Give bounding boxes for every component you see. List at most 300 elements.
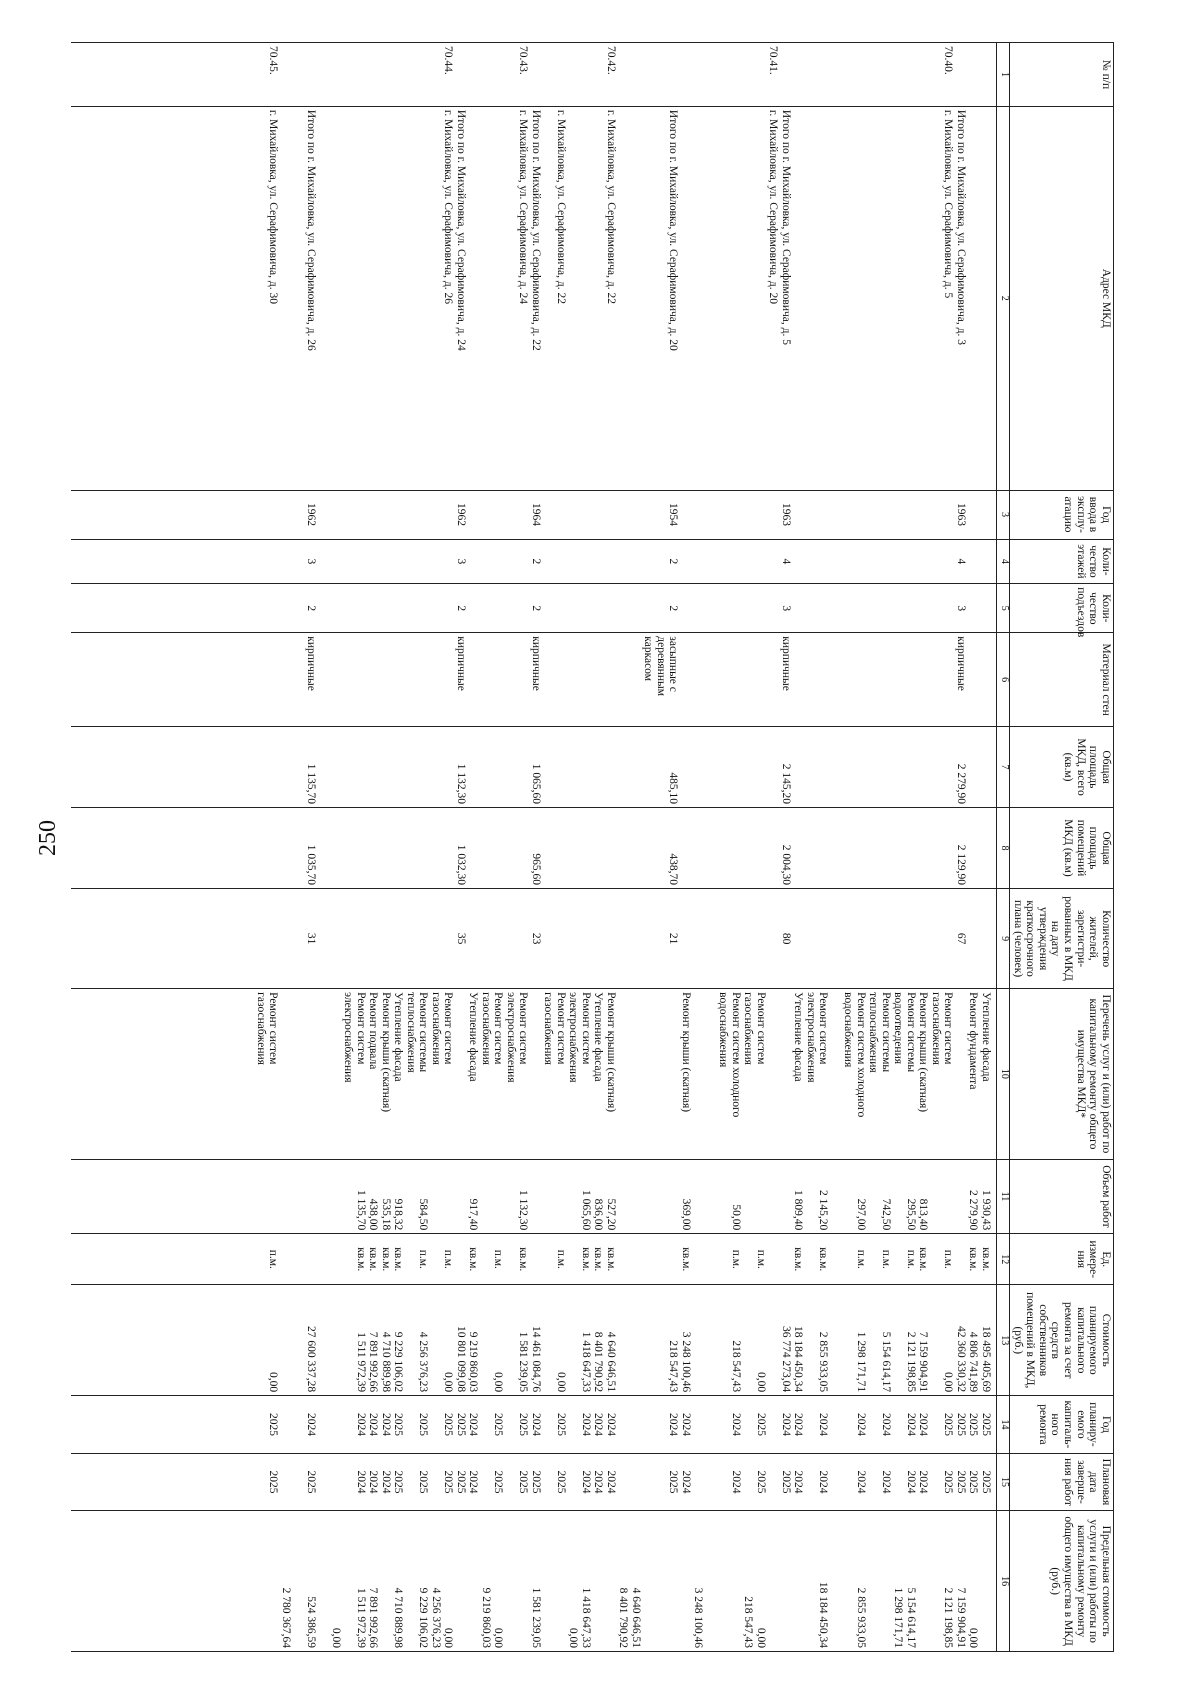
- cell-line-3-col-15: 2025: [942, 1470, 955, 1494]
- cell-line-54-col-2: Итого по г. Михайловка, ул. Серафимовича, д. 26: [304, 109, 317, 351]
- cell-line-47-col-10: Утепление фасада: [392, 992, 405, 1082]
- cell-line-1-col-13: 4 806 741,89: [967, 1331, 980, 1393]
- cell-line-41-col-11: 917,40: [467, 1198, 480, 1231]
- cell-line-30-col-15: 2024: [604, 1470, 617, 1494]
- cell-line-3-col-10: Ремонт систем: [942, 992, 955, 1065]
- cell-line-5-col-14: 2024: [917, 1412, 930, 1436]
- cell-line-36-col-9: 23: [529, 932, 542, 945]
- cell-line-8-col-11: 742,50: [879, 1198, 892, 1231]
- cell-line-27-col-6: каркасом: [642, 636, 655, 681]
- cell-line-6-col-15: 2024: [904, 1470, 917, 1494]
- cell-line-8-col-13: 5 154 614,17: [879, 1331, 892, 1393]
- cell-line-42-col-3: 1962: [454, 503, 467, 527]
- cell-line-16-col-7: 2 145,20: [779, 763, 792, 805]
- cell-line-6-col-13: 2 121 198,85: [904, 1331, 917, 1393]
- cell-line-13-col-14: 2024: [817, 1412, 830, 1436]
- cell-line-45-col-12: п.м.: [417, 1249, 430, 1269]
- cell-line-36-col-2: Итого по г. Михайловка, ул. Серафимовича, д. 22: [529, 109, 542, 351]
- cell-line-34-col-15: 2025: [554, 1470, 567, 1494]
- cell-line-7-col-10: водоотведения: [892, 992, 905, 1065]
- cell-line-5-col-10: Ремонт крыши (скатная): [917, 992, 930, 1113]
- cell-line-39-col-15: 2025: [492, 1470, 505, 1494]
- column-header-7: Общая площадь МКД, всего (кв.м): [1009, 727, 1113, 808]
- cell-line-48-col-10: Ремонт крыши (скатная): [379, 992, 392, 1113]
- cell-line-19-col-16: 218 547,43: [742, 1596, 755, 1648]
- cell-line-20-col-13: 218 547,43: [729, 1340, 742, 1393]
- cell-line-42-col-13: 10 801 099,08: [454, 1326, 467, 1393]
- cell-line-49-col-15: 2024: [367, 1470, 380, 1494]
- column-number-8: 8: [996, 808, 1009, 889]
- cell-line-31-col-10: Утепление фасада: [592, 992, 605, 1082]
- cell-line-16-col-8: 2 004,30: [779, 844, 792, 885]
- cell-line-50-col-15: 2024: [354, 1470, 367, 1494]
- cell-line-39-col-13: 0,00: [492, 1372, 505, 1393]
- cell-line-18-col-13: 0,00: [754, 1372, 767, 1393]
- column-header-5: Коли-чество подъездов: [1009, 584, 1113, 633]
- cell-line-2-col-5: 3: [954, 605, 967, 612]
- cell-line-41-col-13: 9 219 860,03: [467, 1331, 480, 1393]
- cell-line-36-col-6: кирпичные: [529, 636, 542, 691]
- cell-line-2-col-6: кирпичные: [954, 636, 967, 691]
- header-row: [1009, 43, 1113, 1652]
- column-9-values: [71, 889, 997, 989]
- column-4-values: [71, 539, 997, 584]
- cell-line-43-col-10: Ремонт систем: [442, 992, 455, 1065]
- cell-line-50-col-12: кв.м.: [354, 1247, 367, 1272]
- cell-line-32-col-14: 2024: [579, 1412, 592, 1436]
- capital-repair-table: [71, 42, 1114, 1652]
- cell-line-16-col-13: 36 774 273,04: [779, 1326, 792, 1393]
- cell-line-16-col-9: 80: [779, 932, 792, 945]
- cell-line-34-col-13: 0,00: [554, 1372, 567, 1393]
- column-header-10: Перечень услуг и (или) работ по капитальному ремонту общего имущества МКД*: [1009, 989, 1113, 1159]
- cell-line-47-col-12: кв.м.: [392, 1247, 405, 1272]
- cell-line-2-col-2: Итого по г. Михайловка, ул. Серафимовича, д. 3: [954, 109, 967, 345]
- column-number-2: 2: [996, 106, 1009, 490]
- cell-line-32-col-15: 2024: [579, 1470, 592, 1494]
- cell-line-35-col-10: газоснабжения: [542, 992, 555, 1065]
- cell-line-37-col-15: 2025: [517, 1470, 530, 1494]
- cell-line-0-col-15: 2025: [979, 1470, 992, 1494]
- column-number-14: 14: [996, 1396, 1009, 1454]
- cell-line-40-col-10: газоснабжения: [479, 992, 492, 1065]
- cell-line-6-col-14: 2024: [904, 1412, 917, 1436]
- cell-line-32-col-12: кв.м.: [579, 1247, 592, 1272]
- cell-line-20-col-11: 50,00: [729, 1204, 742, 1231]
- cell-line-39-col-10: Ремонт систем: [492, 992, 505, 1065]
- column-header-9: Количество жителей, зарегистри-рованных в МКД на дату утверждения краткосрочного плана (человек): [1009, 889, 1113, 989]
- cell-line-15-col-12: кв.м.: [792, 1247, 805, 1272]
- cell-line-43-col-2: г. Михайловка, ул. Серафимовича, д. 26: [442, 109, 455, 304]
- column-header-1: № п/п: [1009, 43, 1113, 107]
- cell-line-24-col-14: 2024: [679, 1412, 692, 1436]
- rotated-table-wrapper: [80, 42, 1114, 1652]
- cell-line-42-col-7: 1 132,30: [454, 763, 467, 805]
- cell-line-44-col-10: газоснабжения: [429, 992, 442, 1065]
- cell-line-17-col-1: 70.41.: [767, 46, 780, 75]
- cell-line-13-col-11: 2 145,20: [817, 1189, 830, 1231]
- column-number-12: 12: [996, 1234, 1009, 1285]
- cell-line-43-col-16: 0,00: [442, 1627, 455, 1648]
- cell-line-24-col-13: 3 248 100,46: [679, 1331, 692, 1393]
- cell-line-50-col-11: 1 135,70: [354, 1189, 367, 1231]
- cell-line-47-col-11: 918,32: [392, 1198, 405, 1231]
- cell-line-10-col-14: 2024: [854, 1412, 867, 1436]
- cell-line-49-col-12: кв.м.: [367, 1247, 380, 1272]
- cell-line-16-col-4: 4: [779, 558, 792, 565]
- cell-line-20-col-10: Ремонт систем холодного: [729, 992, 742, 1118]
- cell-line-15-col-10: Утепление фасада: [792, 992, 805, 1082]
- column-header-15: Плановая дата заверше-ния работ: [1009, 1453, 1113, 1511]
- cell-line-6-col-16: 5 154 614,17: [904, 1587, 917, 1648]
- cell-line-50-col-16: 1 511 972,39: [354, 1588, 367, 1648]
- cell-line-5-col-13: 7 159 904,91: [917, 1331, 930, 1393]
- cell-line-54-col-8: 1 035,70: [304, 844, 317, 885]
- cell-line-33-col-10: электроснабжения: [567, 992, 580, 1083]
- cell-line-45-col-13: 4 256 376,23: [417, 1331, 430, 1393]
- cell-line-3-col-13: 0,00: [942, 1372, 955, 1393]
- column-header-11: Объем работ: [1009, 1159, 1113, 1234]
- cell-line-54-col-13: 27 600 337,28: [304, 1326, 317, 1393]
- cell-line-56-col-16: 2 780 367,64: [279, 1587, 292, 1648]
- cell-line-45-col-10: Ремонт системы: [417, 992, 430, 1073]
- cell-line-54-col-16: 524 386,59: [304, 1596, 317, 1648]
- cell-line-8-col-12: п.м.: [879, 1249, 892, 1269]
- cell-line-49-col-10: Ремонт подвала: [367, 992, 380, 1070]
- column-number-3: 3: [996, 490, 1009, 539]
- cell-line-54-col-5: 2: [304, 605, 317, 612]
- cell-line-32-col-10: Ремонт систем: [579, 992, 592, 1065]
- column-header-6: Материал стен: [1009, 633, 1113, 727]
- cell-line-20-col-14: 2024: [729, 1412, 742, 1436]
- cell-line-36-col-3: 1964: [529, 503, 542, 527]
- cell-line-2-col-4: 4: [954, 558, 967, 565]
- cell-line-25-col-8: 438,70: [667, 853, 680, 885]
- cell-line-1-col-15: 2025: [967, 1470, 980, 1494]
- column-11-values: [71, 1159, 997, 1234]
- cell-line-24-col-11: 369,00: [679, 1198, 692, 1231]
- cell-line-47-col-16: 4 710 889,98: [392, 1587, 405, 1648]
- cell-line-58-col-10: газоснабжения: [254, 992, 267, 1065]
- cell-line-43-col-12: п.м.: [442, 1249, 455, 1269]
- cell-line-6-col-12: п.м.: [904, 1249, 917, 1269]
- cell-line-4-col-10: газоснабжения: [929, 992, 942, 1065]
- cell-line-1-col-16: 0,00: [967, 1627, 980, 1648]
- cell-line-36-col-8: 965,60: [529, 853, 542, 885]
- cell-line-57-col-10: Ремонт систем: [267, 992, 280, 1065]
- cell-line-10-col-12: п.м.: [854, 1249, 867, 1269]
- cell-line-41-col-12: кв.м.: [467, 1247, 480, 1272]
- table-body-row: [71, 43, 997, 1652]
- cell-line-16-col-5: 3: [779, 605, 792, 612]
- cell-line-5-col-15: 2024: [917, 1470, 930, 1494]
- cell-line-37-col-14: 2025: [517, 1412, 530, 1436]
- cell-line-57-col-1: 70.45.: [267, 46, 280, 75]
- cell-line-1-col-11: 2 279,90: [967, 1189, 980, 1231]
- cell-line-31-col-13: 8 401 790,92: [592, 1331, 605, 1393]
- cell-line-25-col-6: засыпные с: [667, 636, 680, 692]
- cell-line-8-col-10: Ремонт системы: [879, 992, 892, 1073]
- cell-line-28-col-16: 4 640 646,51: [629, 1587, 642, 1648]
- cell-line-34-col-10: Ремонт систем: [554, 992, 567, 1065]
- column-number-5: 5: [996, 584, 1009, 633]
- cell-line-17-col-2: г. Михайловка, ул. Серафимовича, д. 20: [767, 109, 780, 304]
- cell-line-25-col-14: 2024: [667, 1412, 680, 1436]
- cell-line-16-col-2: Итого по г. Михайловка, ул. Серафимовича, д. 5: [779, 109, 792, 345]
- cell-line-37-col-1: 70.43.: [517, 46, 530, 75]
- column-number-16: 16: [996, 1511, 1009, 1652]
- cell-line-52-col-16: 0,00: [329, 1627, 342, 1648]
- cell-line-30-col-13: 4 640 646,51: [604, 1331, 617, 1393]
- cell-line-13-col-16: 18 184 450,34: [817, 1581, 830, 1648]
- cell-line-47-col-14: 2025: [392, 1412, 405, 1436]
- cell-line-47-col-15: 2025: [392, 1470, 405, 1494]
- column-number-row: [996, 43, 1009, 1652]
- cell-line-6-col-10: Ремонт системы: [904, 992, 917, 1073]
- cell-line-34-col-14: 2025: [554, 1412, 567, 1436]
- cell-line-16-col-15: 2025: [779, 1470, 792, 1494]
- cell-line-25-col-13: 218 547,43: [667, 1340, 680, 1393]
- column-number-13: 13: [996, 1285, 1009, 1396]
- cell-line-11-col-10: водоснабжения: [842, 992, 855, 1068]
- cell-line-10-col-16: 2 855 933,05: [854, 1587, 867, 1648]
- cell-line-37-col-10: Ремонт систем: [517, 992, 530, 1065]
- cell-line-2-col-13: 42 360 330,32: [954, 1326, 967, 1393]
- cell-line-39-col-14: 2025: [492, 1412, 505, 1436]
- column-12-values: [71, 1234, 997, 1285]
- cell-line-54-col-7: 1 135,70: [304, 763, 317, 805]
- cell-line-54-col-9: 31: [304, 932, 317, 945]
- cell-line-45-col-15: 2025: [417, 1470, 430, 1494]
- column-7-values: [71, 727, 997, 808]
- cell-line-25-col-5: 2: [667, 605, 680, 612]
- column-10-values: [71, 989, 997, 1159]
- column-6-values: [71, 633, 997, 727]
- cell-line-48-col-12: кв.м.: [379, 1247, 392, 1272]
- cell-line-37-col-12: кв.м.: [517, 1247, 530, 1272]
- cell-line-36-col-13: 14 461 084,76: [529, 1326, 542, 1393]
- cell-line-50-col-13: 1 511 972,39: [354, 1332, 367, 1393]
- cell-line-0-col-10: Утепление фасада: [979, 992, 992, 1082]
- column-15-values: [71, 1453, 997, 1511]
- column-header-14: Год планиру-емого капиталь-ного ремонта: [1009, 1396, 1113, 1454]
- column-header-16: Предельная стоимость услуги и (или) работы по капитальному ремонту общего имущества в МКД (руб.): [1009, 1511, 1113, 1652]
- cell-line-10-col-15: 2024: [854, 1470, 867, 1494]
- cell-line-33-col-16: 0,00: [567, 1627, 580, 1648]
- cell-line-15-col-13: 18 184 450,34: [792, 1326, 805, 1393]
- cell-line-32-col-13: 1 418 647,33: [579, 1331, 592, 1393]
- column-number-4: 4: [996, 539, 1009, 584]
- cell-line-14-col-10: электроснабжения: [804, 992, 817, 1083]
- cell-line-31-col-15: 2024: [592, 1470, 605, 1494]
- cell-line-2-col-15: 2025: [954, 1470, 967, 1494]
- cell-line-34-col-2: г. Михайловка, ул. Серафимовича, д. 22: [554, 109, 567, 304]
- cell-line-45-col-14: 2025: [417, 1412, 430, 1436]
- cell-line-30-col-11: 527,20: [604, 1198, 617, 1231]
- cell-line-57-col-13: 0,00: [267, 1372, 280, 1393]
- cell-line-43-col-14: 2025: [442, 1412, 455, 1436]
- column-2-values: [71, 106, 997, 490]
- cell-line-37-col-2: г. Михайловка, ул. Серафимовича, д. 24: [517, 109, 530, 304]
- cell-line-2-col-14: 2025: [954, 1412, 967, 1436]
- cell-line-54-col-4: 3: [304, 558, 317, 565]
- cell-line-57-col-15: 2025: [267, 1470, 280, 1494]
- cell-line-0-col-12: кв.м.: [979, 1247, 992, 1272]
- cell-line-6-col-11: 295,50: [904, 1198, 917, 1231]
- cell-line-25-col-7: 485,10: [667, 772, 680, 805]
- column-5-values: [71, 584, 997, 633]
- cell-line-40-col-16: 9 219 860,03: [479, 1587, 492, 1648]
- cell-line-3-col-12: п.м.: [942, 1249, 955, 1269]
- cell-line-9-col-10: теплоснабжения: [867, 992, 880, 1073]
- cell-line-32-col-16: 1 418 647,33: [579, 1587, 592, 1648]
- cell-line-13-col-12: кв.м.: [817, 1247, 830, 1272]
- cell-line-51-col-10: электроснабжения: [342, 992, 355, 1083]
- column-16-values: [71, 1511, 997, 1652]
- cell-line-57-col-14: 2025: [267, 1412, 280, 1436]
- cell-line-47-col-13: 9 229 106,02: [392, 1331, 405, 1393]
- cell-line-30-col-10: Ремонт крыши (скатная): [604, 992, 617, 1113]
- cell-line-13-col-15: 2024: [817, 1470, 830, 1494]
- cell-line-54-col-15: 2025: [304, 1470, 317, 1494]
- cell-line-19-col-10: газоснабжения: [742, 992, 755, 1065]
- cell-line-0-col-14: 2025: [979, 1412, 992, 1436]
- cell-line-41-col-14: 2024: [467, 1412, 480, 1436]
- cell-line-3-col-16: 2 121 198,85: [942, 1587, 955, 1648]
- cell-line-30-col-14: 2024: [604, 1412, 617, 1436]
- cell-line-18-col-10: Ремонт систем: [754, 992, 767, 1065]
- cell-line-43-col-1: 70.44.: [442, 46, 455, 75]
- column-3-values: [71, 490, 997, 539]
- column-header-4: Коли-чество этажей: [1009, 539, 1113, 584]
- cell-line-36-col-16: 1 581 239,05: [529, 1587, 542, 1648]
- cell-line-2-col-16: 7 159 904,91: [954, 1587, 967, 1648]
- cell-line-43-col-15: 2025: [442, 1470, 455, 1494]
- cell-line-24-col-10: Ремонт крыши (скатная): [679, 992, 692, 1113]
- cell-line-15-col-11: 1 809,40: [792, 1189, 805, 1231]
- cell-line-16-col-14: 2024: [779, 1412, 792, 1436]
- column-number-11: 11: [996, 1159, 1009, 1234]
- cell-line-1-col-12: кв.м.: [967, 1247, 980, 1272]
- cell-line-10-col-11: 297,00: [854, 1198, 867, 1231]
- cell-line-57-col-12: п.м.: [267, 1249, 280, 1269]
- cell-line-7-col-16: 1 298 171,71: [892, 1587, 905, 1648]
- cell-line-13-col-10: Ремонт систем: [817, 992, 830, 1065]
- cell-line-15-col-14: 2024: [792, 1412, 805, 1436]
- cell-line-54-col-6: кирпичные: [304, 636, 317, 691]
- cell-line-8-col-15: 2024: [879, 1470, 892, 1494]
- cell-line-2-col-9: 67: [954, 932, 967, 945]
- cell-line-39-col-16: 0,00: [492, 1627, 505, 1648]
- column-number-10: 10: [996, 989, 1009, 1159]
- cell-line-34-col-12: п.м.: [554, 1249, 567, 1269]
- cell-line-42-col-15: 2025: [454, 1470, 467, 1494]
- cell-line-43-col-13: 0,00: [442, 1372, 455, 1393]
- cell-line-2-col-7: 2 279,90: [954, 763, 967, 805]
- column-8-values: [71, 808, 997, 889]
- cell-line-16-col-6: кирпичные: [779, 636, 792, 691]
- cell-line-50-col-14: 2024: [354, 1412, 367, 1436]
- cell-line-30-col-12: кв.м.: [604, 1247, 617, 1272]
- cell-line-50-col-10: Ремонт систем: [354, 992, 367, 1065]
- cell-line-30-col-2: г. Михайловка, ул. Серафимовича, д. 22: [604, 109, 617, 304]
- cell-line-48-col-13: 4 710 889,98: [379, 1331, 392, 1393]
- cell-line-20-col-15: 2024: [729, 1470, 742, 1494]
- column-header-3: Год ввода в эксплу-атацию: [1009, 490, 1113, 539]
- cell-line-48-col-11: 535,18: [379, 1198, 392, 1231]
- column-number-9: 9: [996, 889, 1009, 989]
- cell-line-0-col-11: 1 930,43: [979, 1189, 992, 1231]
- cell-line-18-col-14: 2025: [754, 1412, 767, 1436]
- column-header-2: Адрес МКД: [1009, 106, 1113, 490]
- cell-line-18-col-12: п.м.: [754, 1249, 767, 1269]
- cell-line-30-col-1: 70.42.: [604, 46, 617, 75]
- cell-line-36-col-15: 2025: [529, 1470, 542, 1494]
- cell-line-42-col-6: кирпичные: [454, 636, 467, 691]
- cell-line-42-col-9: 35: [454, 932, 467, 945]
- cell-line-42-col-5: 2: [454, 605, 467, 612]
- cell-line-42-col-14: 2025: [454, 1412, 467, 1436]
- cell-line-49-col-14: 2024: [367, 1412, 380, 1436]
- cell-line-45-col-16: 9 229 106,02: [417, 1587, 430, 1648]
- column-header-12: Ед. измере-ния: [1009, 1234, 1113, 1285]
- cell-line-0-col-13: 18 495 405,69: [979, 1326, 992, 1393]
- column-13-values: [71, 1285, 997, 1396]
- cell-line-5-col-12: кв.м.: [917, 1247, 930, 1272]
- cell-line-2-col-3: 1963: [954, 503, 967, 527]
- cell-line-49-col-13: 7 891 992,66: [367, 1331, 380, 1393]
- cell-line-46-col-10: теплоснабжения: [404, 992, 417, 1073]
- cell-line-5-col-11: 813,40: [917, 1198, 930, 1231]
- cell-line-1-col-14: 2025: [967, 1412, 980, 1436]
- cell-line-44-col-16: 4 256 376,23: [429, 1587, 442, 1648]
- cell-line-39-col-12: п.м.: [492, 1249, 505, 1269]
- column-number-7: 7: [996, 727, 1009, 808]
- cell-line-16-col-3: 1963: [779, 503, 792, 527]
- cell-line-25-col-3: 1954: [667, 503, 680, 527]
- cell-line-23-col-16: 3 248 100,46: [692, 1587, 705, 1648]
- cell-line-36-col-5: 2: [529, 605, 542, 612]
- cell-line-31-col-12: кв.м.: [592, 1247, 605, 1272]
- cell-line-1-col-10: Ремонт фундамента: [967, 992, 980, 1090]
- cell-line-48-col-15: 2024: [379, 1470, 392, 1494]
- cell-line-25-col-2: Итого по г. Михайловка, ул. Серафимовича, д. 20: [667, 109, 680, 351]
- cell-line-13-col-13: 2 855 933,05: [817, 1331, 830, 1393]
- cell-line-36-col-7: 1 065,60: [529, 763, 542, 805]
- cell-line-10-col-10: Ремонт систем холодного: [854, 992, 867, 1118]
- cell-line-45-col-11: 584,50: [417, 1198, 430, 1231]
- cell-line-31-col-14: 2024: [592, 1412, 605, 1436]
- cell-line-3-col-14: 2025: [942, 1412, 955, 1436]
- cell-line-42-col-2: Итого по г. Михайловка, ул. Серафимовича, д. 24: [454, 109, 467, 351]
- cell-line-54-col-3: 1962: [304, 503, 317, 527]
- cell-line-37-col-11: 1 132,30: [517, 1189, 530, 1231]
- column-number-1: 1: [996, 43, 1009, 107]
- cell-line-38-col-10: электроснабжения: [504, 992, 517, 1083]
- cell-line-3-col-2: г. Михайловка, ул. Серафимовича, д. 5: [942, 109, 955, 299]
- cell-line-18-col-15: 2025: [754, 1470, 767, 1494]
- cell-line-49-col-11: 438,00: [367, 1198, 380, 1231]
- page-number: 250: [35, 820, 61, 856]
- cell-line-32-col-11: 1 065,60: [579, 1189, 592, 1231]
- cell-line-41-col-10: Утепление фасада: [467, 992, 480, 1082]
- cell-line-49-col-16: 7 891 992,66: [367, 1587, 380, 1648]
- cell-line-36-col-4: 2: [529, 558, 542, 565]
- column-header-8: Общая площадь помещений МКД (кв.м): [1009, 808, 1113, 889]
- cell-line-57-col-2: г. Михайловка, ул. Серафимовича, д. 30: [267, 109, 280, 304]
- column-1-values: [71, 43, 997, 107]
- cell-line-8-col-14: 2024: [879, 1412, 892, 1436]
